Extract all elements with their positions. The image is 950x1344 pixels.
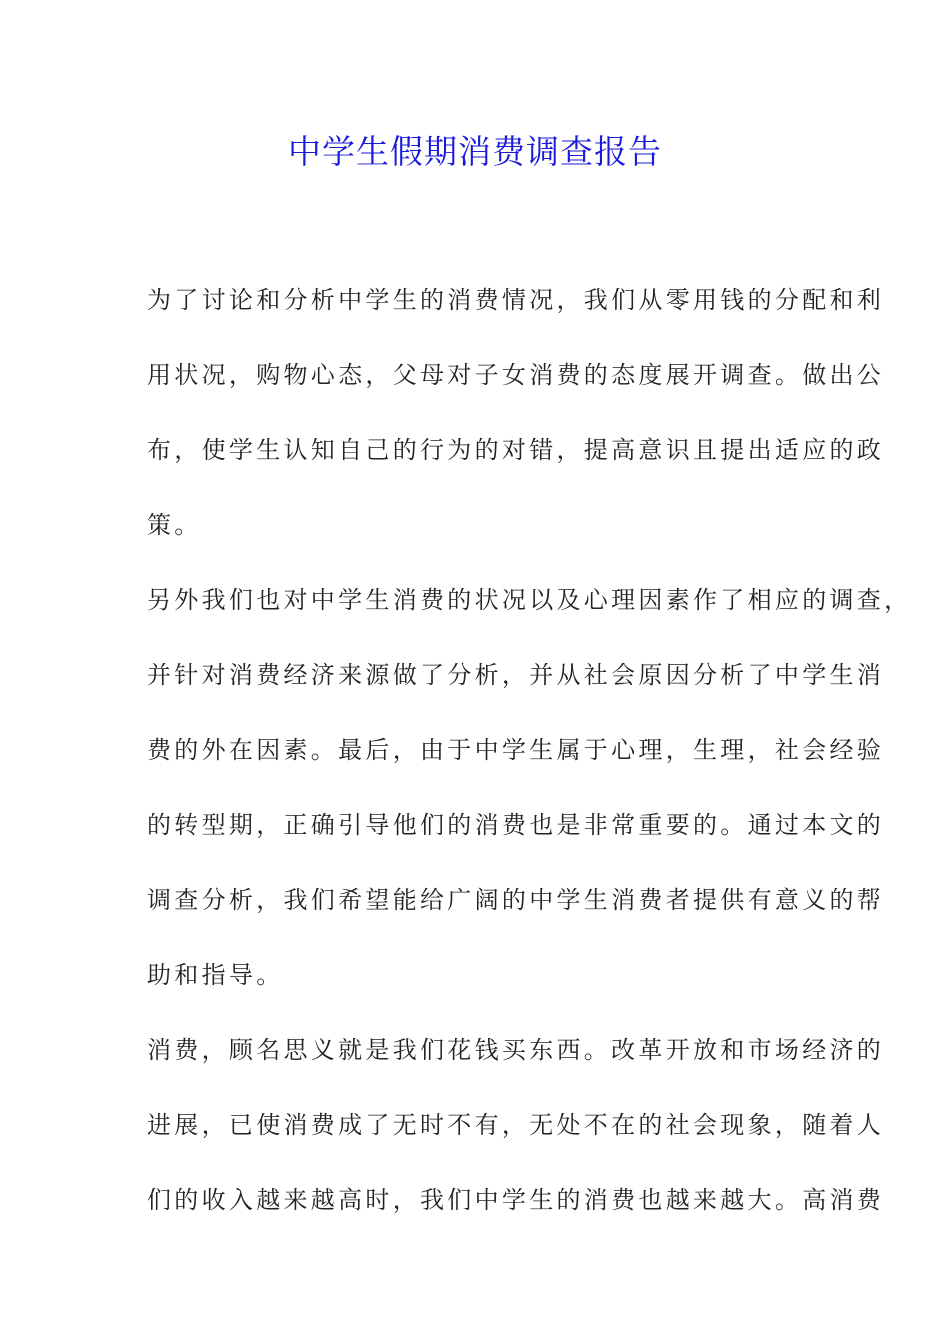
text-line: 为了讨论和分析中学生的消费情况，我们从零用钱的分配和利 (147, 286, 885, 314)
document-title: 中学生假期消费调查报告 (288, 132, 662, 171)
text-line: 的转型期，正确引导他们的消费也是非常重要的。通过本文的 (147, 811, 885, 839)
paragraph-3 (147, 1013, 885, 1238)
text-line: 费的外在因素。最后，由于中学生属于心理，生理，社会经验 (147, 736, 885, 764)
document-body (147, 263, 912, 1238)
text-line: 助和指导。 (147, 961, 284, 989)
text-line: 并针对消费经济来源做了分析，并从社会原因分析了中学生消 (147, 661, 885, 689)
paragraph-1 (147, 263, 885, 563)
text-line: 们的收入越来越高时，我们中学生的消费也越来越大。高消费 (147, 1186, 885, 1214)
text-line: 消费，顾名思义就是我们花钱买东西。改革开放和市场经济的 (147, 1036, 885, 1064)
text-line: 进展，已使消费成了无时不有，无处不在的社会现象，随着人 (147, 1111, 885, 1139)
text-line: 另外我们也对中学生消费的状况以及心理因素作了相应的调查， (147, 586, 912, 614)
text-line: 布，使学生认知自己的行为的对错，提高意识且提出适应的政 (147, 436, 885, 464)
text-line: 调查分析，我们希望能给广阔的中学生消费者提供有意义的帮 (147, 886, 885, 914)
paragraph-2 (147, 563, 912, 1013)
text-line: 策。 (147, 511, 202, 539)
text-line: 用状况，购物心态，父母对子女消费的态度展开调查。做出公 (147, 361, 885, 389)
